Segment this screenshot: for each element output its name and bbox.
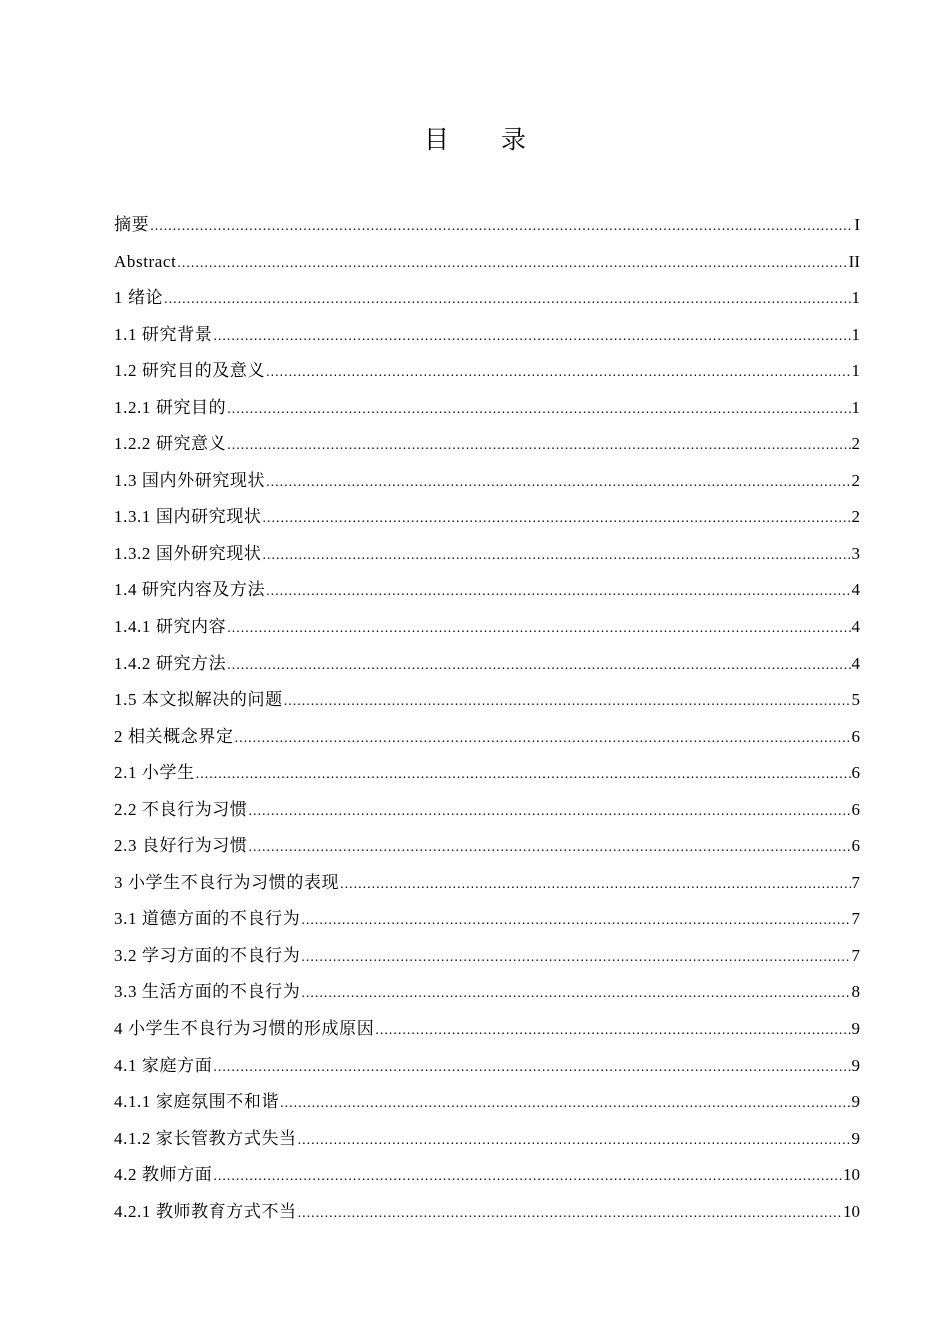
toc-leader-dots [280, 1086, 850, 1121]
toc-leader-dots [298, 1123, 851, 1158]
toc-entry[interactable] [114, 938, 860, 975]
toc-entry-page: 4 [851, 617, 860, 637]
toc-entry-label: 4.1.1 家庭氛围不和谐 [114, 1092, 280, 1112]
toc-entry-page: 7 [851, 872, 860, 892]
toc-leader-dots [177, 246, 847, 281]
toc-leader-dots [196, 757, 851, 792]
toc-entry[interactable] [114, 828, 860, 865]
toc-entry-label: 1.4.1 研究内容 [114, 617, 227, 637]
toc-leader-dots [235, 721, 851, 756]
toc-entry-page: 6 [851, 799, 860, 819]
toc-entry[interactable] [114, 901, 860, 938]
toc-entry-label: 2.2 不良行为习惯 [114, 799, 248, 819]
toc-entry-label: 3.2 学习方面的不良行为 [114, 945, 301, 965]
toc-entry-page: 9 [851, 1128, 860, 1148]
toc-entry[interactable] [114, 719, 860, 756]
toc-entry-page: 10 [843, 1165, 860, 1185]
toc-entry[interactable] [114, 755, 860, 792]
toc-entry-page: 6 [851, 763, 860, 783]
toc-entry[interactable] [114, 280, 860, 317]
toc-leader-dots [301, 940, 850, 975]
toc-leader-dots [213, 1159, 842, 1194]
toc-entry-page: 9 [851, 1019, 860, 1039]
toc-entry-page: 1 [851, 288, 860, 308]
toc-entry-label: 2.3 良好行为习惯 [114, 836, 248, 856]
toc-leader-dots [262, 538, 850, 573]
toc-entry-label: 1.2 研究目的及意义 [114, 361, 266, 381]
toc-leader-dots [164, 282, 850, 317]
toc-entry-page: 7 [851, 945, 860, 965]
toc-entry-page: II [848, 251, 860, 271]
toc-entry-page: 6 [851, 726, 860, 746]
toc-entry[interactable] [114, 1048, 860, 1085]
toc-entry-label: 3 小学生不良行为习惯的表现 [114, 872, 340, 892]
toc-entry-label: 2 相关概念界定 [114, 726, 234, 746]
toc-entry-label: 摘要 [114, 215, 150, 234]
toc-entry[interactable] [114, 682, 860, 719]
toc-leader-dots [301, 903, 850, 938]
toc-entry[interactable] [114, 463, 860, 500]
toc-leader-dots [227, 428, 850, 463]
toc-entry[interactable] [114, 499, 860, 536]
toc-entry-page: 7 [851, 909, 860, 929]
toc-entry[interactable] [114, 207, 860, 244]
toc-entry-label: 1.3 国内外研究现状 [114, 470, 266, 490]
toc-list [114, 207, 860, 1230]
toc-entry[interactable] [114, 426, 860, 463]
toc-entry-page: 2 [851, 507, 860, 527]
toc-entry-label: 1 绪论 [114, 288, 164, 308]
toc-leader-dots [213, 319, 850, 354]
toc-entry-label: 4.1.2 家长管教方式失当 [114, 1128, 297, 1148]
toc-leader-dots [262, 501, 850, 536]
toc-entry-label: 2.1 小学生 [114, 763, 195, 783]
toc-leader-dots [249, 830, 851, 865]
toc-entry[interactable] [114, 1011, 860, 1048]
toc-entry-label: 4.2.1 教师教育方式不当 [114, 1201, 297, 1221]
toc-entry[interactable] [114, 1121, 860, 1158]
toc-leader-dots [298, 1196, 842, 1231]
toc-entry[interactable] [114, 1084, 860, 1121]
toc-entry-page: I [854, 215, 860, 234]
toc-entry-label: Abstract [114, 251, 177, 271]
toc-entry-page: 1 [851, 324, 860, 344]
toc-entry-label: 1.4.2 研究方法 [114, 653, 227, 673]
toc-entry-label: 4 小学生不良行为习惯的形成原因 [114, 1019, 375, 1039]
toc-leader-dots [301, 976, 850, 1011]
toc-entry[interactable] [114, 317, 860, 354]
toc-entry-label: 4.2 教师方面 [114, 1165, 213, 1185]
toc-leader-dots [150, 209, 853, 244]
toc-entry-label: 4.1 家庭方面 [114, 1055, 213, 1075]
toc-entry[interactable] [114, 244, 860, 281]
toc-entry-label: 1.2.1 研究目的 [114, 397, 227, 417]
toc-leader-dots [284, 684, 851, 719]
toc-entry-page: 1 [851, 397, 860, 417]
toc-entry-label: 1.3.1 国内研究现状 [114, 507, 262, 527]
toc-leader-dots [213, 1050, 850, 1085]
toc-entry-label: 1.2.2 研究意义 [114, 434, 227, 454]
toc-leader-dots [266, 574, 850, 609]
toc-entry-label: 3.3 生活方面的不良行为 [114, 982, 301, 1002]
toc-entry-label: 1.3.2 国外研究现状 [114, 543, 262, 563]
toc-entry-page: 9 [851, 1092, 860, 1112]
toc-leader-dots [227, 648, 850, 683]
toc-leader-dots [266, 355, 850, 390]
toc-entry-page: 8 [851, 982, 860, 1002]
toc-entry-page: 1 [851, 361, 860, 381]
toc-leader-dots [227, 611, 850, 646]
toc-entry[interactable] [114, 536, 860, 573]
toc-entry-page: 10 [843, 1201, 860, 1221]
toc-title: 目 录 [424, 125, 548, 154]
toc-entry-page: 6 [851, 836, 860, 856]
toc-entry[interactable] [114, 1157, 860, 1194]
toc-entry-label: 1.1 研究背景 [114, 324, 213, 344]
toc-entry[interactable] [114, 792, 860, 829]
toc-entry-page: 5 [851, 690, 860, 710]
toc-entry[interactable] [114, 646, 860, 683]
toc-entry[interactable] [114, 1194, 860, 1231]
toc-entry-page: 9 [851, 1055, 860, 1075]
toc-entry-page: 4 [851, 580, 860, 600]
toc-leader-dots [266, 465, 850, 500]
toc-entry[interactable] [114, 974, 860, 1011]
toc-entry[interactable] [114, 609, 860, 646]
toc-entry-page: 2 [851, 470, 860, 490]
toc-entry-label: 1.4 研究内容及方法 [114, 580, 266, 600]
toc-entry[interactable] [114, 865, 860, 902]
toc-entry-page: 4 [851, 653, 860, 673]
toc-entry-label: 1.5 本文拟解决的问题 [114, 690, 283, 710]
toc-entry[interactable] [114, 572, 860, 609]
toc-entry-label: 3.1 道德方面的不良行为 [114, 909, 301, 929]
toc-leader-dots [375, 1013, 850, 1048]
toc-leader-dots [340, 867, 850, 902]
toc-entry-page: 3 [851, 543, 860, 563]
toc-entry[interactable] [114, 353, 860, 390]
toc-entry-page: 2 [851, 434, 860, 454]
toc-entry[interactable] [114, 390, 860, 427]
toc-leader-dots [227, 392, 850, 427]
toc-leader-dots [249, 794, 851, 829]
